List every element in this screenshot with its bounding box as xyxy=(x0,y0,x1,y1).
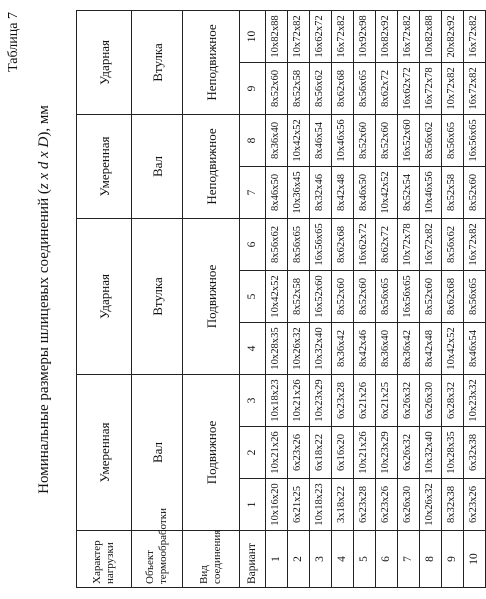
table-cell: 8x56x65 xyxy=(354,62,376,114)
table-cell: 10x92x98 xyxy=(354,10,376,62)
object-label: Объект термообработки xyxy=(132,531,183,588)
title-formula: z x d x D xyxy=(36,136,52,190)
table-cell: 16x62x72 xyxy=(354,218,376,270)
table-cell: 6x21x25 xyxy=(376,375,398,427)
table-cell: 8x52x60 xyxy=(420,271,442,323)
table-cell: 8x56x65 xyxy=(376,271,398,323)
table-cell: 10x36x45 xyxy=(288,166,310,218)
table-cell: 10x42x52 xyxy=(442,323,464,375)
table-cell: 10x21x26 xyxy=(288,375,310,427)
variant-number: 9 xyxy=(442,531,464,588)
table-row xyxy=(310,10,332,587)
variant-number: 8 xyxy=(420,531,442,588)
table-cell: 8x52x58 xyxy=(442,166,464,218)
table-cell: 8x42x48 xyxy=(332,166,354,218)
table-cell: 8x62x68 xyxy=(332,62,354,114)
table-cell: 8x56x65 xyxy=(288,218,310,270)
table-cell: 8x52x60 xyxy=(354,271,376,323)
load-group-4: Ударная xyxy=(77,10,132,114)
variant-number: 7 xyxy=(398,531,420,588)
table-cell: 8x42x48 xyxy=(420,323,442,375)
table-cell: 6x18x22 xyxy=(310,427,332,479)
table-body xyxy=(266,10,486,587)
object-group-3: Вал xyxy=(132,114,183,218)
table-cell: 10x82x88 xyxy=(266,10,288,62)
column-number: 8 xyxy=(240,114,266,166)
load-group-3: Умеренная xyxy=(77,114,132,218)
column-number: 10 xyxy=(240,10,266,62)
table-cell: 8x52x58 xyxy=(288,271,310,323)
column-number-row xyxy=(240,10,266,587)
table-cell: 6x21x26 xyxy=(354,375,376,427)
table-cell: 8x46x54 xyxy=(310,114,332,166)
spline-dimensions-table xyxy=(76,10,486,588)
table-cell: 8x36x40 xyxy=(266,114,288,166)
table-cell: 6x26x32 xyxy=(398,427,420,479)
table-cell: 8x52x60 xyxy=(354,114,376,166)
table-cell: 8x56x62 xyxy=(266,218,288,270)
title-suffix: ), мм xyxy=(36,105,52,137)
table-cell: 16x52x60 xyxy=(398,114,420,166)
table-cell: 8x42x46 xyxy=(354,323,376,375)
load-label: Характер нагрузки xyxy=(77,531,132,588)
table-cell: 8x56x65 xyxy=(442,114,464,166)
table-row xyxy=(354,10,376,587)
table-cell: 8x62x68 xyxy=(442,271,464,323)
table-cell: 8x62x72 xyxy=(376,62,398,114)
table-cell: 6x23x28 xyxy=(354,479,376,531)
table-cell: 8x56x62 xyxy=(420,114,442,166)
table-cell: 10x18x23 xyxy=(310,479,332,531)
column-number: 1 xyxy=(240,479,266,531)
variant-number: 2 xyxy=(288,531,310,588)
table-cell: 8x62x68 xyxy=(332,218,354,270)
connection-label-text: Вид соединения xyxy=(198,529,223,584)
table-cell: 10x28x35 xyxy=(266,323,288,375)
table-cell: 16x56x65 xyxy=(310,218,332,270)
load-group-2: Ударная xyxy=(77,218,132,374)
table-row xyxy=(420,10,442,587)
table-cell: 10x46x56 xyxy=(420,166,442,218)
table-cell: 8x56x62 xyxy=(310,62,332,114)
column-number: 3 xyxy=(240,375,266,427)
table-cell: 8x32x38 xyxy=(442,479,464,531)
table-cell: 6x26x32 xyxy=(398,375,420,427)
variant-number: 6 xyxy=(376,531,398,588)
column-number: 9 xyxy=(240,62,266,114)
table-cell: 6x23x26 xyxy=(288,427,310,479)
table-cell: 6x23x28 xyxy=(332,375,354,427)
table-cell: 8x46x50 xyxy=(354,166,376,218)
table-row xyxy=(332,10,354,587)
variant-label: Вариант xyxy=(240,531,266,588)
table-cell: 10x32x40 xyxy=(420,427,442,479)
table-cell: 10x23x29 xyxy=(376,427,398,479)
variant-number: 5 xyxy=(354,531,376,588)
table-row xyxy=(288,10,310,587)
table-cell: 10x28x35 xyxy=(442,427,464,479)
table-cell: 8x56x65 xyxy=(464,271,486,323)
table-cell: 16x56x65 xyxy=(398,271,420,323)
table-cell: 10x42x52 xyxy=(288,114,310,166)
table-cell: 10x72x82 xyxy=(288,10,310,62)
table-cell: 16x72x82 xyxy=(464,62,486,114)
load-group-1: Умеренная xyxy=(77,375,132,531)
table-cell: 10x72x82 xyxy=(442,62,464,114)
table-cell: 8x36x42 xyxy=(398,323,420,375)
table-cell: 16x72x78 xyxy=(420,62,442,114)
column-number: 6 xyxy=(240,218,266,270)
table-cell: 6x26x30 xyxy=(398,479,420,531)
table-cell: 10x32x40 xyxy=(310,323,332,375)
table-cell: 16x72x82 xyxy=(464,10,486,62)
connection-group-3: Неподвижное xyxy=(183,114,240,218)
table-cell: 16x72x82 xyxy=(332,10,354,62)
table-cell: 6x26x30 xyxy=(420,375,442,427)
table-cell: 8x52x60 xyxy=(266,62,288,114)
table-cell: 16x62x72 xyxy=(398,62,420,114)
table-row xyxy=(266,10,288,587)
column-number: 2 xyxy=(240,427,266,479)
connection-row xyxy=(183,10,240,587)
variant-number: 3 xyxy=(310,531,332,588)
object-row xyxy=(132,10,183,587)
table-row xyxy=(442,10,464,587)
object-group-1: Вал xyxy=(132,375,183,531)
table-cell: 8x52x60 xyxy=(464,166,486,218)
table-cell: 16x72x82 xyxy=(398,10,420,62)
column-number: 5 xyxy=(240,271,266,323)
table-title xyxy=(36,0,53,599)
table-cell: 10x21x26 xyxy=(354,427,376,479)
table-row xyxy=(398,10,420,587)
table-cell: 10x82x88 xyxy=(420,10,442,62)
table-cell: 6x16x20 xyxy=(332,427,354,479)
variant-number: 1 xyxy=(266,531,288,588)
connection-group-2: Подвижное xyxy=(183,218,240,374)
table-cell: 8x52x54 xyxy=(398,166,420,218)
table-caption: Таблица 7 xyxy=(6,12,21,72)
table-cell: 8x36x42 xyxy=(332,323,354,375)
table-cell: 10x16x20 xyxy=(266,479,288,531)
table-cell: 10x82x92 xyxy=(376,10,398,62)
load-row xyxy=(77,10,132,587)
table-cell: 6x21x25 xyxy=(288,479,310,531)
column-number: 7 xyxy=(240,166,266,218)
column-number: 4 xyxy=(240,323,266,375)
table-cell: 10x46x56 xyxy=(332,114,354,166)
table-cell: 10x18x23 xyxy=(266,375,288,427)
connection-group-4: Неподвижное xyxy=(183,10,240,114)
table-cell: 8x52x60 xyxy=(376,114,398,166)
table-cell: 3x18x22 xyxy=(332,479,354,531)
table-cell: 8x46x50 xyxy=(266,166,288,218)
table-row xyxy=(464,10,486,587)
title-prefix: Номинальные размеры шлицевых соединений ( xyxy=(36,189,52,494)
table-row xyxy=(376,10,398,587)
table-cell: 10x72x78 xyxy=(398,218,420,270)
object-group-4: Втулка xyxy=(132,10,183,114)
table-cell: 10x26x32 xyxy=(420,479,442,531)
variant-number: 10 xyxy=(464,531,486,588)
table-cell: 8x32x46 xyxy=(310,166,332,218)
connection-group-1: Подвижное xyxy=(183,375,240,531)
table-cell: 8x56x62 xyxy=(442,218,464,270)
table-cell: 16x72x82 xyxy=(464,218,486,270)
table-cell: 20x82x92 xyxy=(442,10,464,62)
variant-number: 4 xyxy=(332,531,354,588)
table-cell: 8x36x40 xyxy=(376,323,398,375)
table-cell: 8x52x60 xyxy=(332,271,354,323)
table-cell: 6x32x38 xyxy=(464,427,486,479)
table-cell: 10x26x32 xyxy=(288,323,310,375)
table-cell: 8x52x58 xyxy=(288,62,310,114)
table-cell: 10x23x32 xyxy=(464,375,486,427)
table-cell: 10x42x52 xyxy=(266,271,288,323)
table-cell: 16x72x82 xyxy=(420,218,442,270)
table-cell: 8x62x72 xyxy=(376,218,398,270)
table-cell: 16x52x60 xyxy=(310,271,332,323)
table-cell: 16x62x72 xyxy=(310,10,332,62)
connection-label xyxy=(183,531,240,588)
table-cell: 10x21x26 xyxy=(266,427,288,479)
table-cell: 8x46x54 xyxy=(464,323,486,375)
table-cell: 16x56x65 xyxy=(464,114,486,166)
table-cell: 6x23x26 xyxy=(376,479,398,531)
table-cell: 10x23x29 xyxy=(310,375,332,427)
table-cell: 10x42x52 xyxy=(376,166,398,218)
table-cell: 6x28x32 xyxy=(442,375,464,427)
object-group-2: Втулка xyxy=(132,218,183,374)
table-cell: 6x23x26 xyxy=(464,479,486,531)
